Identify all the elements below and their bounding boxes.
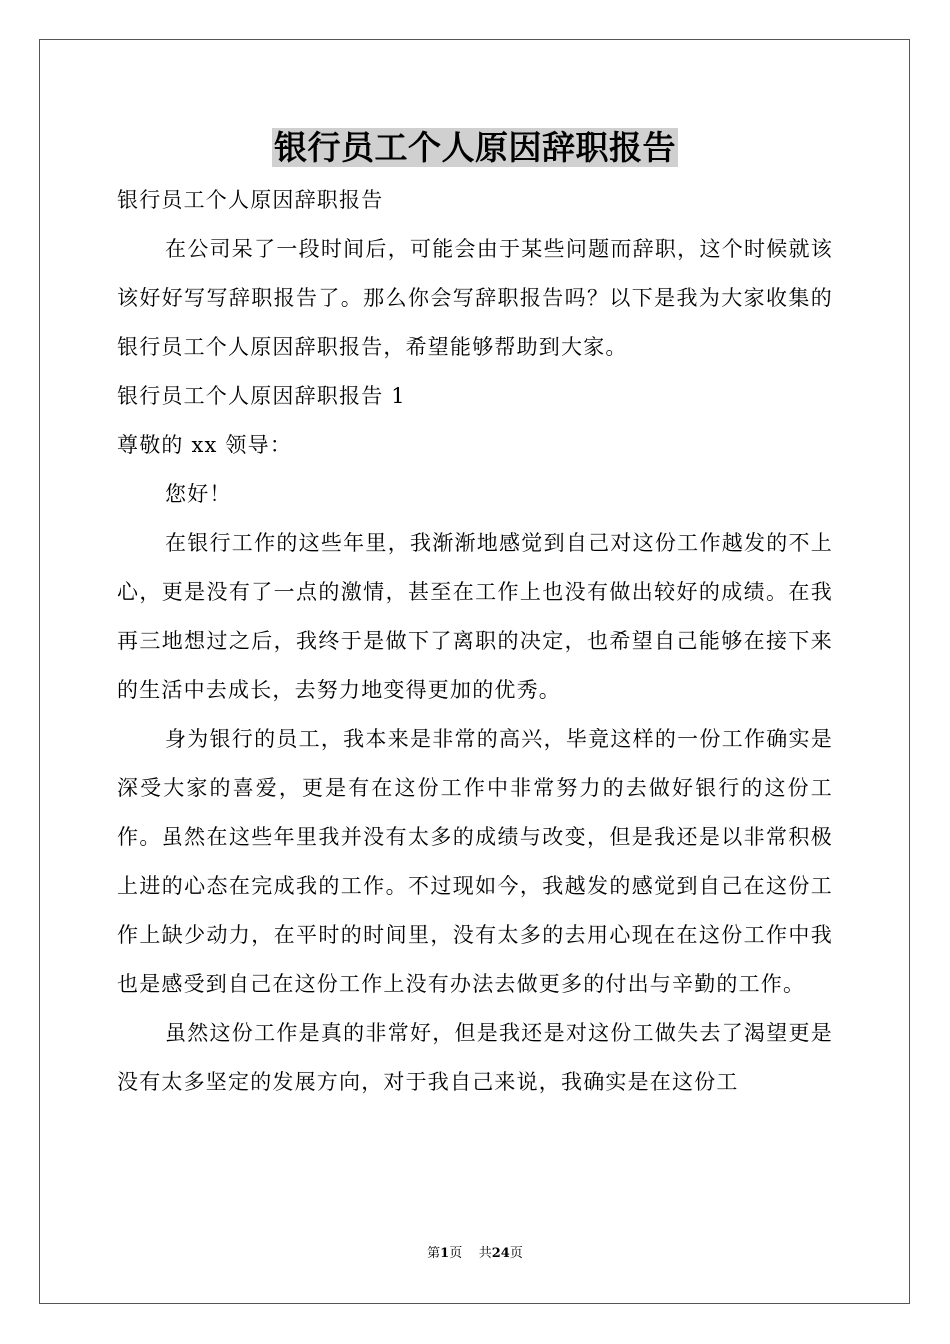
paragraph-body: 在银行工作的这些年里，我渐渐地感觉到自己对这份工作越发的不上心，更是没有了一点的激情，甚至在工作上也没有做出较好的成绩。在我再三地想过之后，我终于是做下了离职的决定，也希望自己能够在接下来的生活中去成长，去努力地变得更加的优秀。 bbox=[117, 531, 833, 702]
paragraph-section-heading: 银行员工个人原因辞职报告 1 bbox=[117, 384, 406, 408]
document-body bbox=[117, 176, 833, 1107]
paragraph-intro: 在公司呆了一段时间后，可能会由于某些问题而辞职，这个时候就该该好好写写辞职报告了。那么你会写辞职报告吗？以下是我为大家收集的银行员工个人原因辞职报告，希望能够帮助到大家。 bbox=[117, 237, 833, 359]
paragraph-body: 虽然这份工作是真的非常好，但是我还是对这份工做失去了渴望更是没有太多坚定的发展方向，对于我自己来说，我确实是在这份工 bbox=[117, 1021, 833, 1094]
footer-total-pages: 24 bbox=[491, 1246, 510, 1261]
page-footer bbox=[0, 1244, 950, 1264]
paragraph-subtitle: 银行员工个人原因辞职报告 bbox=[117, 188, 384, 212]
document-title-text: 银行员工个人原因辞职报告 bbox=[274, 128, 676, 167]
paragraph-greeting: 您好！ bbox=[165, 482, 232, 506]
footer-page-suffix: 页 bbox=[449, 1246, 463, 1261]
footer-page-prefix: 第 bbox=[427, 1246, 441, 1261]
document-title bbox=[0, 124, 950, 172]
footer-total-suffix: 页 bbox=[509, 1246, 523, 1261]
footer-page-number: 1 bbox=[440, 1246, 450, 1261]
paragraph-body: 身为银行的员工，我本来是非常的高兴，毕竟这样的一份工作确实是深受大家的喜爱，更是有在这份工作中非常努力的去做好银行的这份工作。虽然在这些年里我并没有太多的成绩与改变，但是我还是以非常积极上进的心态在完成我的工作。不过现如今，我越发的感觉到自己在这份工作上缺少动力，在平时的时间里，没有太多的去用心现在在这份工作中我也是感受到自己在这份工作上没有办法去做更多的付出与辛勤的工作。 bbox=[117, 727, 833, 996]
footer-total-prefix: 共 bbox=[478, 1246, 492, 1261]
paragraph-salutation: 尊敬的 xx 领导： bbox=[117, 433, 293, 457]
